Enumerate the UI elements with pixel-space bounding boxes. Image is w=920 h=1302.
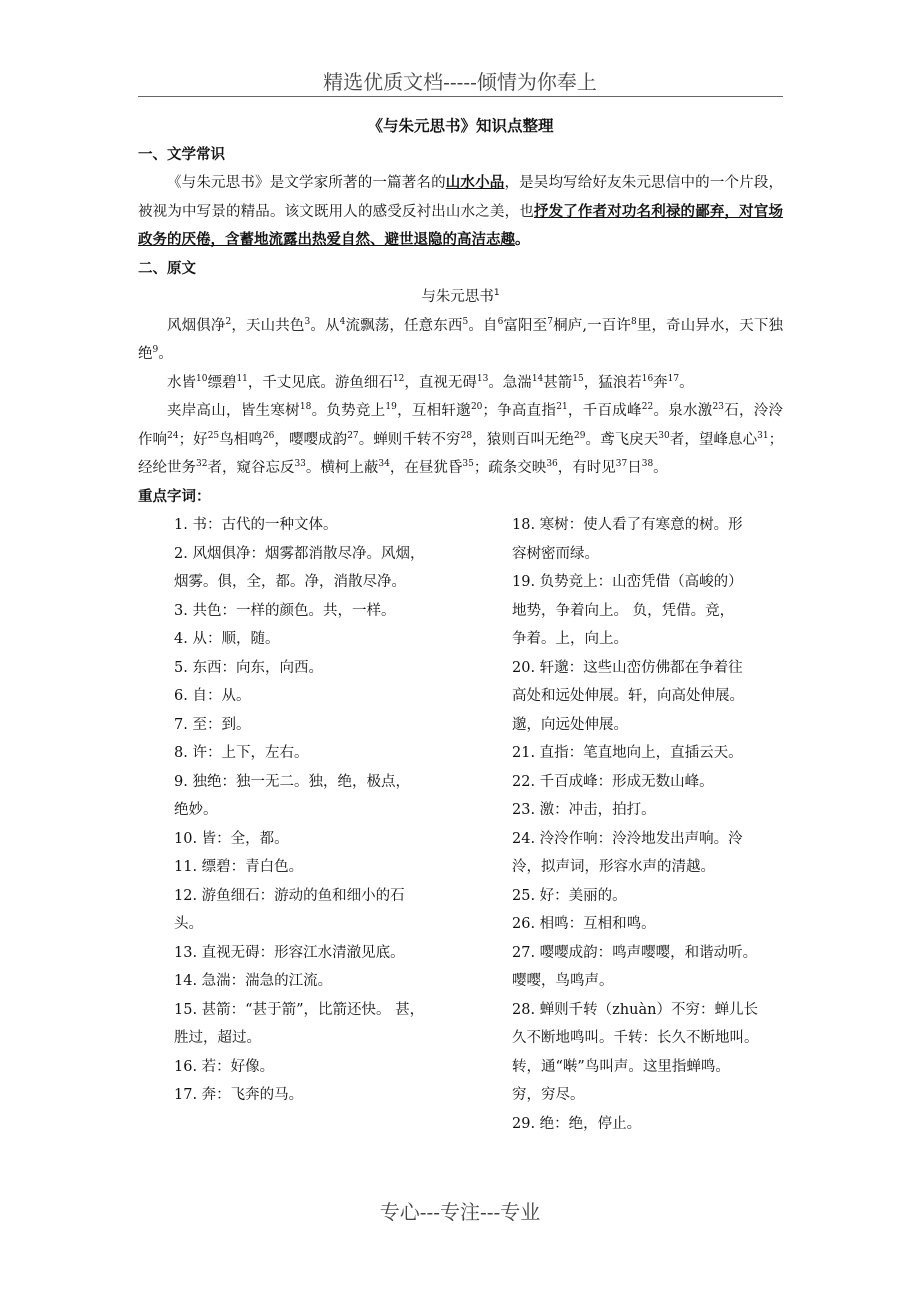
text-run: 。蝉则千转不穷	[358, 431, 461, 448]
vocabulary-line: 17. 奔：飞奔的马。	[174, 1087, 304, 1103]
footnote-marker: 16	[641, 373, 654, 384]
footnote-marker: 4	[339, 316, 346, 327]
footnote-marker: 35	[462, 459, 474, 470]
vocabulary-line: 2. 风烟俱净：烟雾都消散尽净。风烟，	[174, 545, 425, 562]
footnote-marker: 14	[531, 373, 544, 384]
footnote-marker: 3	[304, 316, 311, 327]
text-run: 日	[627, 460, 642, 476]
document-title: 《与朱元思书》知识点整理	[367, 117, 554, 135]
text-run: 富阳至	[503, 317, 548, 334]
footnote-marker: 19	[385, 402, 397, 413]
text-run: ，天山共色	[231, 317, 305, 334]
text-run: 。	[679, 374, 694, 391]
header-divider	[138, 96, 783, 97]
vocabulary-line: 29. 绝：绝，停止。	[512, 1115, 642, 1132]
vocabulary-line: 23. 激：冲击，拍打。	[512, 802, 656, 818]
vocabulary-line: 19. 负势竞上：山峦凭借（高峻的）	[512, 574, 743, 590]
footnote-marker: 32	[196, 459, 208, 470]
text-run: 风烟俱净	[167, 317, 226, 334]
footnote-marker: 37	[615, 459, 628, 470]
footnote-marker: 22	[641, 402, 654, 413]
text-run: 。泉水激	[653, 403, 713, 419]
vocabulary-line: 7. 至：到。	[174, 716, 251, 733]
original-paragraph-1	[138, 312, 783, 369]
vocabulary-line: 12. 游鱼细石：游动的鱼和细小的石	[174, 887, 405, 904]
text-run: 《与朱元思书》是文学家所著的一篇著名的	[167, 175, 446, 191]
vocabulary-line: 22. 千百成峰：形成无数山峰。	[512, 773, 714, 790]
vocabulary-line: 1. 书：古代的一种文体。	[174, 517, 338, 533]
footnote-marker: 29	[574, 430, 586, 441]
vocabulary-line: 28. 蝉则千转（zhuàn）不穷：蝉儿长	[512, 1001, 758, 1018]
vocabulary-line: 8. 许：上下，左右。	[174, 745, 309, 761]
vocabulary-line: 3. 共色：一样的颜色。共，一样。	[174, 602, 396, 619]
vocabulary-line: 11. 缥碧：青白色。	[174, 859, 304, 875]
vocabulary-line: 24. 泠泠作响：泠泠地发出声响。泠	[512, 830, 743, 847]
text-run: 鸟相鸣	[219, 431, 263, 448]
vocabulary-line: 20. 轩邈：这些山峦仿佛都在争着往	[512, 659, 743, 676]
vocabulary-line: 26. 相鸣：互相和鸣。	[512, 916, 656, 932]
page-header: 精选优质文档-----倾情为你奉上	[323, 70, 597, 94]
vocabulary-line: 地势，争着向上。 负，凭借。竞，	[512, 602, 735, 619]
footnote-marker: 31	[757, 430, 769, 441]
text-run: 奔	[653, 374, 668, 391]
footnote-marker: 15	[572, 373, 584, 384]
vocabulary-line: 嘤嘤，鸟鸣声。	[512, 973, 614, 989]
text-run: 缥碧	[207, 374, 237, 391]
vocabulary-line: 15. 甚箭：“甚于箭”，比箭还快。 甚，	[174, 1001, 425, 1018]
vocabulary-left-column	[174, 511, 454, 1110]
vocabulary-columns	[138, 511, 783, 1141]
footnote-marker: 7	[547, 316, 554, 327]
text-run: ，直视无碍	[404, 374, 477, 391]
footnote-marker: 38	[641, 459, 654, 470]
text-run: ；疏条交映	[473, 460, 547, 476]
vocabulary-line: 5. 东西：向东，向西。	[174, 659, 323, 676]
text-run: 水皆	[167, 374, 196, 391]
text-run: 。	[653, 460, 668, 476]
vocabulary-line: 21. 直指：笔直地向上，直插云天。	[512, 745, 743, 761]
vocabulary-line: 14. 急湍：湍急的江流。	[174, 973, 333, 989]
text-run: 里，奇山异水，天下独绝	[138, 317, 783, 362]
footnote-marker: 1	[493, 288, 500, 299]
vocabulary-line: 转，通“啭”鸟叫声。这里指蝉鸣。	[512, 1058, 730, 1075]
footnote-marker: 9	[152, 345, 159, 356]
footnote-marker: 5	[462, 316, 469, 327]
footnote-marker: 13	[476, 373, 489, 384]
footnote-marker: 12	[392, 373, 405, 384]
footnote-marker: 21	[556, 402, 568, 413]
text-run: 甚箭	[543, 374, 573, 391]
vocabulary-line: 16. 若：好像。	[174, 1058, 275, 1075]
footnote-marker: 2	[225, 316, 232, 327]
text-run: ，互相轩邈	[396, 403, 471, 419]
vocabulary-line: 10. 皆：全，都。	[174, 830, 289, 847]
vocabulary-line: 18. 寒树：使人看了有寒意的树。形	[512, 517, 743, 533]
text-run: ，是吴均写给好友朱元思信中的一个片段，被视为中写景的精品。该文既用人的感受反衬出山水之美，也	[138, 175, 784, 220]
original-text-title	[138, 283, 783, 312]
footnote-marker: 10	[196, 373, 208, 384]
footnote-marker: 30	[658, 430, 670, 441]
underlined-keyword: 山水小品	[445, 174, 505, 191]
footnote-marker: 26	[262, 430, 275, 441]
vocabulary-line: 4. 从：顺，随。	[174, 631, 280, 647]
text-run: ，猿则百叫无绝	[472, 431, 574, 448]
vocabulary-line: 久不断地鸣叫。千转：长久不断地叫。	[512, 1030, 759, 1046]
document-body	[138, 112, 783, 1141]
original-paragraph-3	[138, 397, 783, 483]
text-run: 者，望峰息心	[669, 431, 758, 448]
text-run: ，嘤嘤成韵	[274, 431, 348, 448]
vocabulary-line: 头。	[174, 916, 203, 932]
vocabulary-heading: 重点字词：	[138, 488, 211, 505]
text-run: 。鸢飞戾天	[585, 431, 659, 448]
vocabulary-line: 争着。上，向上。	[512, 631, 628, 647]
footnote-marker: 18	[299, 402, 312, 413]
text-run: ，千丈见底。游鱼细石	[247, 374, 393, 391]
footnote-marker: 8	[631, 316, 637, 327]
vocabulary-line: 烟雾。俱，全，都。净，消散尽净。	[174, 574, 406, 590]
text-run: ；好	[178, 431, 208, 448]
vocabulary-line: 27. 嘤嘤成韵：鸣声嘤嘤，和谐动听。	[512, 944, 758, 961]
text-run: 流飘荡，任意东西	[345, 317, 463, 334]
subtitle-text: 与朱元思书	[421, 289, 494, 305]
text-run: ，千百成峰	[567, 403, 642, 419]
vocabulary-right-column	[512, 511, 786, 1138]
text-run: ，有时见	[557, 460, 616, 476]
underlined-theme: 抒发了作者对功名利禄的鄙弃，对官场政务的厌倦，含蓄地流露出热爱自然、避世退隐的高洁志趣	[138, 202, 784, 248]
text-run: 。横柯上蔽	[305, 460, 379, 476]
text-run: 夹岸高山，皆生寒树	[167, 403, 300, 419]
text-run: 。	[515, 231, 530, 248]
footnote-marker: 23	[712, 402, 724, 413]
vocabulary-line: 胜过，超过。	[174, 1030, 261, 1046]
footnote-marker: 33	[294, 459, 306, 470]
original-paragraph-2	[138, 369, 783, 398]
footnote-marker: 20	[470, 402, 483, 413]
text-run: 。从	[310, 317, 340, 334]
text-run: 石，泠泠作响	[138, 403, 784, 448]
vocabulary-line: 绝妙。	[174, 802, 218, 818]
vocabulary-line: 13. 直视无碍：形容江水清澈见底。	[174, 944, 405, 961]
text-run: ；争高直指	[482, 403, 557, 419]
footnote-marker: 6	[497, 316, 504, 327]
section-heading-literary-knowledge: 一、文学常识	[138, 146, 225, 163]
section-heading-original-text: 二、原文	[138, 260, 196, 277]
vocabulary-line: 6. 自：从。	[174, 688, 251, 704]
vocabulary-line: 邈，向远处伸展。	[512, 716, 628, 733]
footnote-marker: 11	[236, 373, 248, 384]
literary-knowledge-paragraph	[138, 169, 783, 255]
vocabulary-line: 25. 好：美丽的。	[512, 887, 627, 904]
vocabulary-line: 高处和远处伸展。轩，向高处伸展。	[512, 688, 744, 704]
vocabulary-line: 9. 独绝：独一无二。独，绝，极点，	[174, 773, 410, 790]
footnote-marker: 34	[378, 459, 390, 470]
footnote-marker: 36	[546, 459, 558, 470]
text-run: 者，窥谷忘反	[207, 460, 295, 476]
text-run: 桐庐,一百许	[553, 317, 632, 334]
text-run: 。	[158, 346, 173, 362]
text-run: ，猛浪若	[583, 374, 642, 391]
vocabulary-line: 穷，穷尽。	[512, 1087, 585, 1103]
footnote-marker: 27	[347, 430, 359, 441]
text-run: 。急湍	[488, 374, 532, 391]
footnote-marker: 28	[460, 430, 473, 441]
vocabulary-line: 泠，拟声词，形容水声的清越。	[512, 859, 715, 875]
text-run: ，在昼犹昏	[389, 460, 463, 476]
footnote-marker: 25	[207, 430, 220, 441]
footnote-marker: 17	[667, 373, 680, 384]
footnote-marker: 24	[167, 430, 179, 441]
text-run: 。负势竞上	[311, 403, 386, 419]
text-run: 。自	[468, 317, 498, 334]
vocabulary-line: 容树密而绿。	[512, 545, 599, 562]
page-footer: 专心---专注---专业	[379, 1200, 541, 1224]
text-run: ；经纶世务	[138, 431, 784, 476]
